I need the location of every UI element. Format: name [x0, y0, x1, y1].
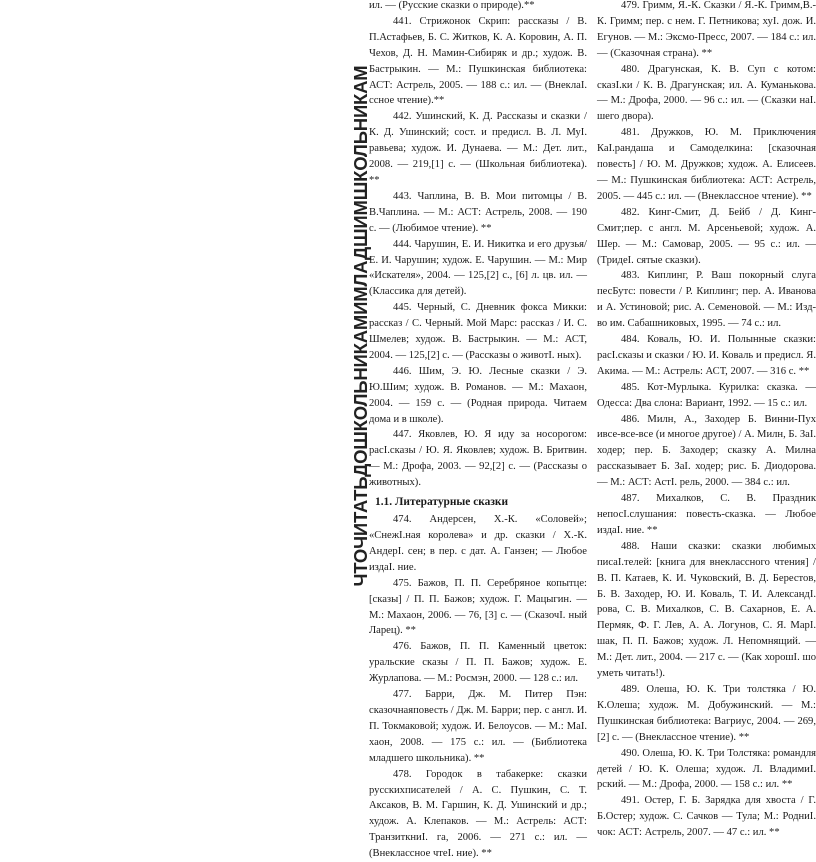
entry-491: 491. Остер, Г. Б. Зарядка для хвоста / Г. Б.Остер; худож. С. Сачков — Тула; М.: РодниI. чок: АСТ: Астрель, 2007. — 47 с.: ил. ** [597, 795, 816, 839]
entry-485: 485. Кот-Мурлыка. Курилка: сказка. —Одесса: Два слона: Вариант, 1992. — 15 с.: ил. [597, 381, 816, 409]
entry-478: 478. Городок в табакерке: сказки русскихписателей / А. С. Пушкин, С. Т. Аксаков, В. М. Гаршин, К. Д. Ушинский и др.; худож. А. Клепаков. — М.: Астрель: АСТ: ТранзиткниI. га, 2006. — 271 с.: ил. — (Внеклассное чтеI. ние). ** [369, 768, 587, 860]
entry-489: 489. Олеша, Ю. К. Три толстяка / Ю. К.Олеша; худож. М. Добужинский. — М.: Пушкинская библиотека: Вагриус, 2004. — 269,[2] с. — (Внеклассное чтение). ** [597, 683, 816, 743]
entry-486: 486. Милн, А., Заходер Б. Винни-Пух ивсе-все-все (и многое другое) / А. Милн, Б. ЗаI. ходер; пер. Б. Заходер; сказку А. Милна рассказывает Б. ЗаI. ходер; рис. Б. Диодорова. — М.: АСТ: АстI. рель, 2000. — 384 с.: ил. [597, 413, 816, 489]
section-heading: 1.1. Литературные сказки [375, 496, 509, 509]
entry-443: 443. Чаплина, В. В. Мои питомцы / В. В.Чаплина. — М.: АСТ: Астрель, 2008. — 190 с. — (Любимое чтение). ** [369, 190, 587, 234]
entry-476: 476. Бажов, П. П. Каменный цветок: уральские сказы / П. П. Бажов; худож. Е. Журлапова. — М.: Росмэн, 2000. — 128 с.: ил. [369, 641, 587, 685]
entry-474: 474. Андерсен, Х.-К. «Соловей»; «СнежI.ная королева» и др. сказки / Х.-К. АндерI. сен; в пер. с дат. А. Ганзен; — Любое издаI. ние. [369, 514, 587, 573]
right-column [597, 0, 816, 841]
entry-487: 487. Михалков, С. В. Праздник непосI.слушания: повесть-сказка. — Любое издаI. ние. ** [597, 493, 816, 536]
entry-482: 482. Кинг-Смит, Д. Бейб / Д. Кинг-Смит;пер. с англ. М. Арсеньевой; худож. А. Шер. — М.: Самовар, 2005. — 95 с.: ил. — (ТридеI. сятые сказки). [597, 206, 816, 266]
entry-477: 477. Барри, Дж. М. Питер Пэн: сказочнаяповесть / Дж. М. Барри; пер. с англ. И. П. Токмаковой; худож. И. Белоусов. — М.: МаI. хаон, 2008. — 175 с.: ил. — (Библиотека младшего школьника). ** [369, 689, 587, 764]
vertical-banner-text: ЧТОЧИТАТЬДОШКОЛЬНИКАМИМЛАДШИМШКОЛЬНИКАМ [350, 64, 371, 587]
entry-484: 484. Коваль, Ю. И. Полынные сказки: расI.сказы и сказки / Ю. И. Коваль и предисл. Я. Акима. — М.: Астрель: АСТ, 2007. — 316 с. ** [597, 334, 816, 377]
entry-continuation: ил. — (Русские сказки о природе).** [369, 0, 535, 11]
entry-446: 446. Шим, Э. Ю. Лесные сказки / Э. Ю.Шим; худож. В. Романов. — М.: Махаон, 2004. — 159 с. — (Родная природа. Читаем дома и в школе). [369, 365, 587, 425]
entry-475: 475. Бажов, П. П. Серебряное копытце: [сказы] / П. П. Бажов; худож. Г. Мацыгин. — М.: Махаон, 2006. — 76, [3] с. — (СказочI. ный Ларец). ** [369, 577, 587, 637]
entry-488: 488. Наши сказки: сказки любимых писаI.телей: [книга для внеклассного чтения] / В. П. Катаев, К. И. Чуковский, В. Д. Берестов, Б. В. Заходер, Ю. И. Коваль, Т. И. АлександI. рова, С. В. Михалков, С. В. Сахарнов, Е. А. Пермяк, Ф. Г. Лев, А. А. Логунов, С. Я. МарI. шак, П. П. Бажов; худож. Л. Непомнящий. — М.: Дет. лит., 2004. — 217 с. — (Как хорошI. шо уметь читать!). [597, 540, 816, 680]
entry-445: 445. Черный, С. Дневник фокса Микки: рассказ / С. Черный. Мой Марс: рассказ / И. С. Шмелев; худож. В. Бастрыкин. — М.: АСТ, 2004. — 125,[2] с. — (Рассказы о животI. ных). [369, 302, 587, 361]
entry-483: 483. Киплинг, Р. Ваш покорный слуга песБутс: повести / Р. Киплинг; пер. А. Иванова и А. Устиновой; рис. А. Семеновой. — М.: Изд-во им. Сабашниковых, 1995. — 74 с.: ил. [597, 270, 816, 330]
entry-441: 441. Стрижонок Скрип: рассказы / В. П.Астафьев, Б. С. Житков, К. А. Коровин, А. П. Чехов, Д. Н. Мамин-Сибиряк и др.; худож. В. Бастрыкин. — М.: Пушкинская библиотека: АСТ: Астрель, 2005. — 188 с.: ил. — (ВнеклаI. ссное чтение).** [369, 15, 587, 107]
entry-442: 442. Ушинский, К. Д. Рассказы и сказки /К. Д. Ушинский; сост. и предисл. В. Л. МуI. равьева; худож. И. Дунаева. — М.: Дет. лит., 2008. — 219,[1] с. — (Школьная библиотека). ** [369, 111, 587, 186]
entry-490: 490. Олеша, Ю. К. Три Толстяка: романдля детей / Ю. К. Олеша; худож. Л. ВладимиI. рский. — М.: Дрофа, 2000. — 158 с.: ил. ** [597, 747, 816, 791]
left-column [369, 0, 587, 862]
entry-480: 480. Драгунская, К. В. Суп с котом: сказI.ки / К. В. Драгунская; ил. А. Куманькова. — М.: Дрофа, 2000. — 96 с.: ил. — (Сказки наI. шего двора). [597, 63, 816, 123]
entry-447: 447. Яковлев, Ю. Я иду за носорогом: расI.сказы / Ю. Я. Яковлев; худож. В. Бритвин. — М.: Дрофа, 2003. — 92,[2] с. — (Рассказы о животных). [369, 429, 587, 489]
entry-481: 481. Дружков, Ю. М. Приключения КаI.рандаша и Самоделкина: [сказочная повесть] / Ю. М. Дружков; худож. А. Елисеев. — М.: Пушкинская библиотека: АСТ: Астрель, 2005. — 445 с.: ил. — (Внеклассное чтение). ** [597, 127, 816, 202]
entry-479: 479. Гримм, Я.-К. Сказки / Я.-К. Гримм,В.-К. Гримм; пер. с нем. Г. Петникова; хуI. дож. И. Егунов. — М.: Эксмо-Пресс, 2007. — 184 с.: ил. — (Сказочная страна). ** [597, 0, 816, 59]
entry-444: 444. Чарушин, Е. И. Никитка и его друзья/ Е. И. Чарушин; худож. Е. Чарушин. — М.: Мир «Искателя», 2004. — 125,[2] с., [6] л. цв. ил. — (Классика для детей). [369, 238, 587, 298]
